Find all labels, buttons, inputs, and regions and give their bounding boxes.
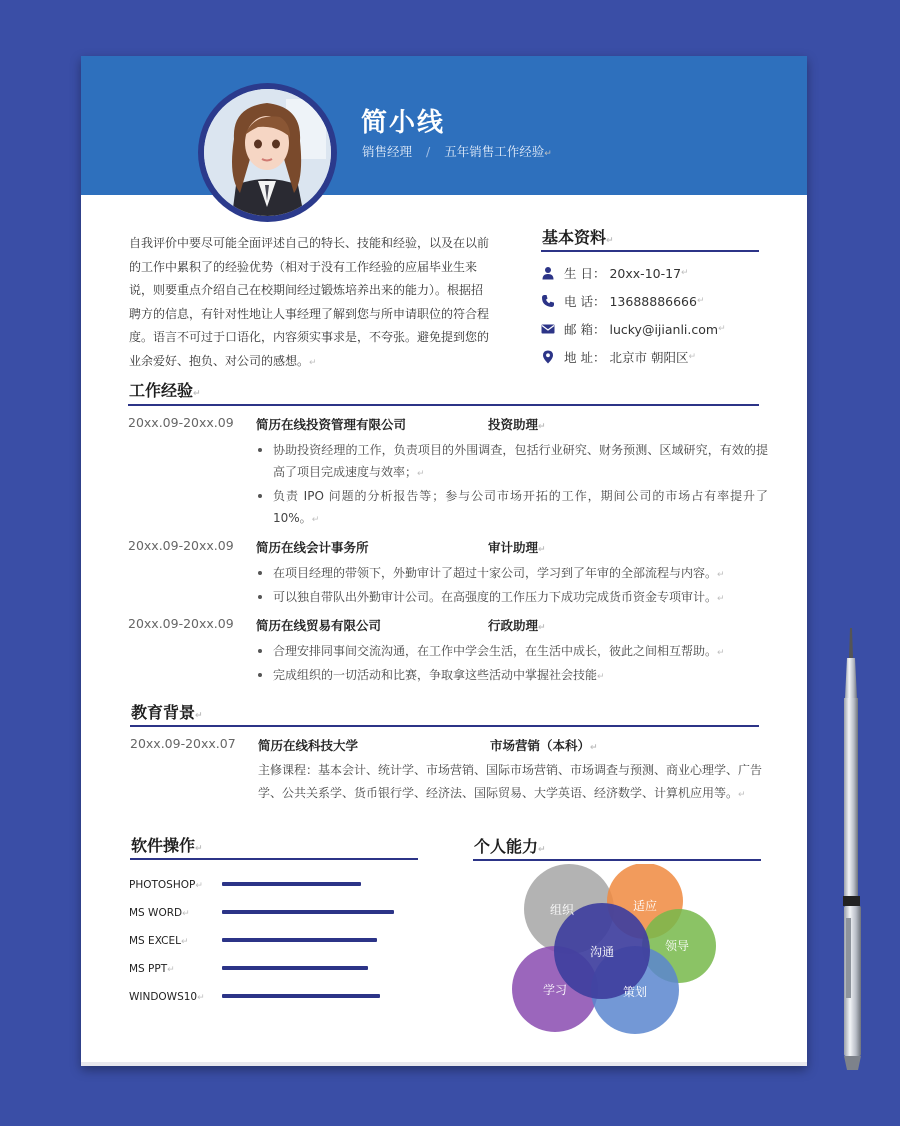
avatar-portrait-icon: [204, 89, 331, 216]
paragraph-mark: ↵: [538, 545, 546, 555]
phone-icon: [541, 294, 555, 308]
education-courses: [258, 759, 768, 807]
paragraph-mark: ↵: [309, 357, 317, 368]
avatar: [204, 89, 331, 216]
section-title-software: [131, 833, 203, 856]
resume-page: [81, 56, 807, 1066]
duty-text: 协助投资经理的工作，负责项目的外围调查，包括行业研究、财务预测、区域研究，有效的提高了项目完成速度与效率；: [273, 443, 768, 479]
paragraph-mark: ↵: [688, 352, 697, 362]
paragraph-mark: ↵: [597, 672, 605, 682]
target-position: 销售经理: [362, 144, 413, 159]
skill-bar: [222, 882, 361, 886]
skill-name: [129, 879, 203, 891]
info-address: [541, 343, 771, 371]
ability-venn-diagram: [507, 864, 727, 1044]
paragraph-mark: ↵: [681, 268, 689, 278]
list-item: [256, 562, 768, 586]
job-role-text: 审计助理: [488, 540, 539, 555]
info-label: 生 日：: [564, 266, 606, 281]
paragraph-mark: ↵: [417, 469, 425, 479]
list-item: [256, 664, 768, 688]
section-title-text: 工作经验: [129, 381, 194, 400]
location-icon: [541, 350, 555, 364]
job-date: 20xx.09-20xx.09: [128, 538, 234, 553]
section-title-work: [129, 378, 201, 401]
ability-label: 组织: [549, 903, 575, 917]
info-birthday: [541, 259, 771, 287]
software-skill-list: [129, 876, 419, 1016]
job-entry: [128, 616, 768, 688]
list-item: [256, 640, 768, 664]
section-title-education: [131, 700, 203, 723]
mail-icon: [541, 322, 555, 336]
paragraph-mark: ↵: [311, 515, 320, 525]
education-date: 20xx.09-20xx.07: [130, 736, 236, 751]
job-entry: [128, 415, 768, 531]
list-item: [256, 485, 768, 531]
info-label: 地 址：: [564, 350, 606, 365]
skill-name-text: MS PPT: [129, 963, 168, 975]
duty-text: 合理安排同事间交流沟通，在工作中学会生活，在生活中成长，彼此之间相互帮助。: [273, 644, 718, 658]
basic-info-list: [541, 259, 771, 371]
education-entry: [130, 736, 770, 756]
info-label: 邮 箱：: [564, 322, 606, 337]
subtitle-separator: /: [426, 144, 431, 159]
header-subtitle: [362, 142, 552, 160]
paragraph-mark: ↵: [538, 422, 546, 432]
job-entry: [128, 538, 768, 610]
skill-name: [129, 935, 189, 947]
paragraph-mark: ↵: [696, 296, 705, 306]
avatar-ring: [198, 83, 337, 222]
education-school: 简历在线科技大学: [258, 738, 359, 753]
ability-label: 领导: [664, 939, 690, 953]
duty-text: 完成组织的一切活动和比赛，争取拿这些活动中掌握社会技能: [273, 668, 598, 682]
job-role-text: 行政助理: [488, 618, 539, 633]
self-evaluation: [129, 232, 493, 375]
person-icon: [541, 266, 555, 280]
section-title-basic-info: [542, 225, 614, 248]
section-divider: [473, 859, 761, 861]
pen-decoration-icon: [836, 628, 876, 1078]
paragraph-mark: ↵: [718, 324, 726, 334]
paragraph-mark: ↵: [180, 937, 189, 947]
education-major: [490, 736, 598, 754]
section-title-abilities: [474, 834, 546, 857]
skill-row: [129, 904, 419, 932]
job-date: 20xx.09-20xx.09: [128, 415, 234, 430]
paragraph-mark: ↵: [197, 993, 205, 1003]
paragraph-mark: ↵: [717, 594, 725, 604]
experience-years: 五年销售工作经验: [444, 144, 545, 159]
job-date: 20xx.09-20xx.09: [128, 616, 234, 631]
job-duties: [256, 562, 768, 610]
ability-label: 策划: [622, 985, 648, 999]
candidate-name: 简小线: [361, 108, 446, 138]
duty-text: 可以独自带队出外勤审计公司。在高强度的工作压力下成功完成货币资金专项审计。: [273, 590, 718, 604]
paragraph-mark: ↵: [538, 845, 546, 855]
paragraph-mark: ↵: [195, 711, 203, 721]
info-value: lucky@ijianli.com: [609, 321, 719, 337]
skill-name: [129, 963, 175, 975]
paragraph-mark: ↵: [717, 648, 725, 658]
paragraph-mark: ↵: [167, 965, 175, 975]
skill-name-text: MS WORD: [129, 907, 183, 919]
paragraph-mark: ↵: [195, 881, 203, 891]
duty-text: 负责 IPO 问题的分析报告等；参与公司市场开拓的工作，期间公司的市场占有率提升了 10%。: [273, 489, 768, 525]
skill-name-text: PHOTOSHOP: [129, 879, 196, 891]
section-divider: [541, 250, 759, 252]
skill-row: [129, 988, 419, 1016]
job-duties: [256, 439, 768, 531]
skill-bar: [222, 994, 380, 998]
info-phone: [541, 287, 771, 315]
section-title-text: 个人能力: [474, 837, 539, 856]
education-major-text: 市场营销（本科）: [490, 738, 591, 753]
paragraph-mark: ↵: [193, 389, 201, 399]
self-evaluation-text: 自我评价中要尽可能全面评述自己的特长、技能和经验，以及在以前的工作中累积了的经验优势（相对于没有工作经验的应届毕业生来说，则要重点介绍自己在校期间经过锻炼培养出来的能力）。根据招聘方的信息，有针对性地让人事经理了解到您与所申请职位的符合程度。语言不可过于口语化，内容须实事求是，不夸张。避免提到您的业余爱好、抱负、对公司的感想。: [129, 236, 490, 368]
info-email: [541, 315, 771, 343]
skill-name-text: WINDOWS10: [129, 991, 198, 1003]
section-title-text: 基本资料: [542, 228, 607, 247]
skill-bar: [222, 966, 368, 970]
paragraph-mark: ↵: [544, 149, 552, 159]
paragraph-mark: ↵: [717, 570, 725, 580]
skill-bar: [222, 938, 377, 942]
section-divider: [130, 858, 418, 860]
section-title-text: 软件操作: [131, 836, 196, 855]
skill-bar: [222, 910, 394, 914]
section-divider: [130, 725, 759, 727]
job-role: [488, 538, 546, 556]
job-company: 简历在线投资管理有限公司: [256, 417, 407, 432]
info-value: 13688886666: [609, 293, 697, 309]
ability-label: 学习: [542, 983, 568, 997]
paragraph-mark: ↵: [590, 743, 598, 753]
paragraph-mark: ↵: [538, 623, 546, 633]
section-divider: [128, 404, 759, 406]
paragraph-mark: ↵: [606, 236, 614, 246]
info-value: 20xx-10-17: [609, 265, 682, 281]
ability-label: 适应: [632, 899, 658, 913]
ability-label: 沟通: [589, 945, 615, 959]
skill-row: [129, 932, 419, 960]
job-company: 简历在线贸易有限公司: [256, 618, 382, 633]
list-item: [256, 586, 768, 610]
skill-name: [129, 991, 205, 1003]
job-company: 简历在线会计事务所: [256, 540, 369, 555]
job-duties: [256, 640, 768, 688]
job-role-text: 投资助理: [488, 417, 539, 432]
duty-text: 在项目经理的带领下，外勤审计了超过十家公司，学习到了年审的全部流程与内容。: [273, 566, 718, 580]
section-title-text: 教育背景: [131, 703, 196, 722]
paragraph-mark: ↵: [738, 790, 746, 800]
list-item: [256, 439, 768, 485]
skill-name-text: MS EXCEL: [129, 935, 181, 947]
paragraph-mark: ↵: [195, 844, 203, 854]
courses-text: 主修课程：基本会计、统计学、市场营销、国际市场营销、市场调查与预测、商业心理学、广告学、公共关系学、货币银行学、经济法、国际贸易、大学英语、经济数学、计算机应用等。: [258, 763, 763, 800]
job-role: [488, 616, 546, 634]
skill-name: [129, 907, 190, 919]
skill-row: [129, 960, 419, 988]
paragraph-mark: ↵: [182, 909, 190, 919]
info-value: 北京市 朝阳区: [609, 350, 689, 365]
job-role: [488, 415, 546, 433]
skill-row: [129, 876, 419, 904]
info-label: 电 话：: [564, 294, 606, 309]
